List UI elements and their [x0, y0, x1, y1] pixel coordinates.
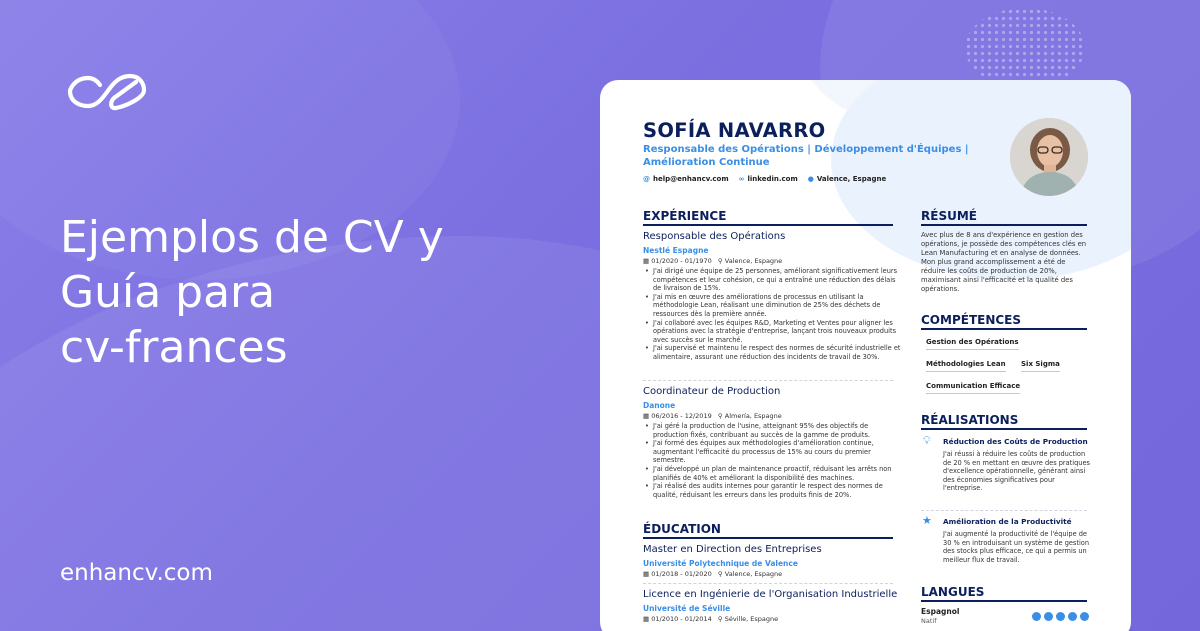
skill-tag: Communication Efficace — [926, 382, 1020, 394]
list-item: • J'ai géré la production de l'usine, atteignant 95% des objectifs de production fixés, contribuant au succès de la gamme de produits. — [645, 422, 905, 439]
rating-dot — [1044, 612, 1053, 621]
section-heading-languages: LANGUES — [921, 585, 985, 599]
school-name: Université Polytechnique de Valence — [643, 559, 798, 568]
contact-email[interactable]: @ help@enhancv.com — [643, 175, 729, 183]
location-pin-icon: ⚲ — [717, 257, 723, 265]
contact-location: ● Valence, Espagne — [807, 175, 887, 183]
star-icon: ★ — [922, 514, 932, 527]
achievement-text: J'ai réussi à réduire les coûts de production de 20 % en mettant en œuvre des pratiques d'excellence opérationnelle, générant ainsi des économies significatives pour l'entreprise. — [943, 450, 1090, 493]
resume-card[interactable] — [600, 80, 1131, 631]
section-heading-education: ÉDUCATION — [643, 522, 721, 536]
calendar-icon: ▦ — [643, 570, 650, 578]
section-divider — [921, 224, 1087, 226]
summary-text: Avec plus de 8 ans d'expérience en gestion des opérations, je possède des compétences clés en Lean Manufacturing et en analyse de données. Mon plus grand accomplissement a été de réduire les coûts de production de 20%, maximisant ainsi l'efficacité et la qualité des opérations. — [921, 231, 1087, 293]
enhancv-logo-icon[interactable] — [66, 68, 148, 114]
rating-dot — [1056, 612, 1065, 621]
achievement-text: J'ai augmenté la productivité de l'équipe de 30 % en introduisant un système de gestion des stocks plus efficace, ce qui a permis un meilleur flux de travail. — [943, 530, 1089, 564]
language-name: Espagnol — [921, 607, 960, 616]
calendar-icon: ▦ — [643, 412, 650, 420]
item-separator — [643, 583, 893, 584]
job-bullets — [645, 422, 905, 499]
section-heading-summary: RÉSUMÉ — [921, 209, 977, 223]
headline-line: cv-frances — [60, 322, 288, 373]
degree-title: Licence en Ingénierie de l'Organisation Industrielle — [643, 589, 898, 600]
at-icon: @ — [643, 175, 650, 183]
language-rating — [1032, 612, 1089, 621]
link-icon: ∞ — [738, 175, 745, 183]
achievement-title: Amélioration de la Productivité — [943, 517, 1072, 526]
section-divider — [643, 224, 893, 226]
language-level: Natif — [921, 617, 937, 625]
list-item: • J'ai développé un plan de maintenance proactif, réduisant les arrêts non planifiés de 40% et améliorant la disponibilité des machines. — [645, 465, 905, 482]
skill-tag: Six Sigma — [1021, 360, 1060, 372]
job-company: Danone — [643, 401, 676, 410]
list-item: • J'ai formé des équipes aux méthodologies d'amélioration continue, augmentant l'efficacité du processus de 15% au cours du premier semestre. — [645, 439, 905, 465]
list-item: • J'ai collaboré avec les équipes R&D, Marketing et Ventes pour aligner les opérations avec la stratégie d'entreprise, lançant trois nouveaux produits avec succès sur le marché. — [645, 319, 905, 345]
list-item: • J'ai réalisé des audits internes pour garantir le respect des normes de qualité, réduisant les erreurs dans les produits finis de 20%. — [645, 482, 905, 499]
skill-tag: Gestion des Opérations — [926, 338, 1019, 350]
location-pin-icon: ⚲ — [717, 615, 723, 623]
achievement-title: Réduction des Coûts de Production — [943, 437, 1088, 446]
section-divider — [643, 537, 893, 539]
avatar — [1010, 118, 1088, 196]
rating-dot — [1032, 612, 1041, 621]
section-heading-experience: EXPÉRIENCE — [643, 209, 727, 223]
education-meta: ▦ 01/2010 - 01/2014 ⚲ Séville, Espagne — [643, 615, 779, 623]
education-meta: ▦ 01/2018 - 01/2020 ⚲ Valence, Espagne — [643, 570, 783, 578]
page-headline — [60, 210, 560, 375]
job-company: Nestlé Espagne — [643, 246, 709, 255]
section-divider — [921, 328, 1087, 330]
job-meta: ▦ 06/2016 - 12/2019 ⚲ Almería, Espagne — [643, 412, 782, 420]
site-link[interactable]: enhancv.com — [60, 560, 213, 586]
list-item: • J'ai mis en œuvre des améliorations de processus en utilisant la méthodologie Lean, réalisant une diminution de 25% des déchets de ressources dès la première année. — [645, 293, 905, 319]
item-separator — [921, 510, 1087, 511]
calendar-icon: ▦ — [643, 615, 650, 623]
contact-linkedin[interactable]: ∞ linkedin.com — [738, 175, 798, 183]
contact-row — [643, 175, 886, 183]
rating-dot — [1068, 612, 1077, 621]
list-item: • J'ai supervisé et maintenu le respect des normes de sécurité industrielle et alimentaire, assurant une réduction des incidents de travail de 30%. — [645, 344, 905, 361]
section-divider — [921, 428, 1087, 430]
school-name: Université de Séville — [643, 604, 731, 613]
job-title: Responsable des Opérations — [643, 231, 786, 242]
section-heading-skills: COMPÉTENCES — [921, 313, 1022, 327]
job-title: Coordinateur de Production — [643, 386, 781, 397]
job-meta: ▦ 01/2020 - 01/1970 ⚲ Valence, Espagne — [643, 257, 783, 265]
location-pin-icon: ⚲ — [717, 570, 723, 578]
rating-dot — [1080, 612, 1089, 621]
calendar-icon: ▦ — [643, 257, 650, 265]
section-heading-achievements: RÉALISATIONS — [921, 413, 1019, 427]
list-item: • J'ai dirigé une équipe de 25 personnes, améliorant significativement leurs compétences et leur cohésion, ce qui a entraîné une réduction des délais de livraison de 15%. — [645, 267, 905, 293]
degree-title: Master en Direction des Entreprises — [643, 544, 822, 555]
resume-subtitle: Responsable des Opérations | Développement d'Équipes | Amélioration Continue — [643, 144, 969, 168]
location-pin-icon: ● — [807, 175, 814, 183]
location-pin-icon: ⚲ — [717, 412, 723, 420]
section-divider — [921, 600, 1087, 602]
headline-line: Ejemplos de CV y — [60, 212, 444, 263]
skill-tag: Méthodologies Lean — [926, 360, 1006, 372]
item-separator — [643, 380, 893, 381]
headline-line: Guía para — [60, 267, 276, 318]
job-bullets — [645, 267, 905, 362]
lightbulb-icon: 💡︎ — [923, 434, 931, 447]
resume-name: SOFÍA NAVARRO — [643, 119, 826, 142]
dot-pattern — [965, 8, 1085, 88]
